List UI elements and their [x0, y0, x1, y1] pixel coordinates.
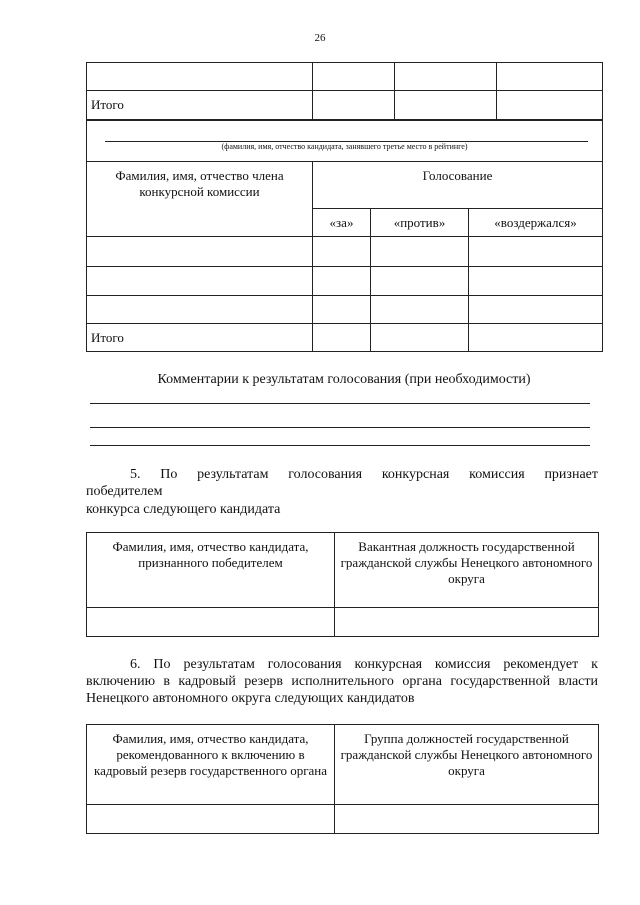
- caption-row: [87, 121, 603, 162]
- voting-header: Голосование: [313, 162, 603, 209]
- table-cell: [335, 805, 599, 834]
- table-cell: [469, 296, 603, 324]
- position-group-header: Группа должностей государственной гражданской службы Ненецкого автономного округа: [335, 725, 599, 805]
- table-cell: [87, 608, 335, 637]
- winner-name-header: Фамилия, имя, отчество кандидата, признанного победителем: [87, 533, 335, 608]
- table-cell: [313, 63, 395, 91]
- table-cell: [335, 608, 599, 637]
- header-row: [87, 162, 603, 209]
- table-row: [87, 237, 603, 267]
- table-cell: [313, 324, 371, 352]
- table-cell: [313, 237, 371, 267]
- table-cell: [371, 324, 469, 352]
- table-cell: [395, 63, 497, 91]
- table-cell: [469, 324, 603, 352]
- table-cell: [371, 237, 469, 267]
- table-cell: [87, 267, 313, 296]
- table-row: [87, 63, 603, 91]
- total-row: [87, 324, 603, 352]
- table-row: [87, 805, 599, 834]
- table-cell: [371, 267, 469, 296]
- total-row: [87, 91, 603, 120]
- table-row: [87, 267, 603, 296]
- reserve-candidate-header: Фамилия, имя, отчество кандидата, рекомендованного к включению в кадровый резерв государственного органа: [87, 725, 335, 805]
- table-cell: [497, 91, 603, 120]
- total-label: Итого: [87, 324, 313, 352]
- table-cell: [87, 296, 313, 324]
- table-cell: [313, 91, 395, 120]
- section5-text: конкурса следующего кандидата: [86, 502, 281, 517]
- table-row: [87, 296, 603, 324]
- table-cell: [87, 805, 335, 834]
- vote-against-header: «против»: [371, 209, 469, 237]
- table-cell: [497, 63, 603, 91]
- vote-abstain-header: «воздержался»: [469, 209, 603, 237]
- table-cell: [313, 267, 371, 296]
- table-row: [87, 608, 599, 637]
- member-name-header: Фамилия, имя, отчество члена конкурсной комиссии: [87, 162, 313, 237]
- comments-title: Комментарии к результатам голосования (при необходимости): [157, 372, 531, 387]
- table-cell: [469, 267, 603, 296]
- total-label: Итого: [87, 91, 313, 120]
- table-cell: [469, 237, 603, 267]
- comment-line: [90, 427, 590, 428]
- winner-table: [86, 532, 599, 637]
- section5-text: победителем: [86, 484, 163, 499]
- page-number: 26: [314, 32, 326, 44]
- section6-text: 6. По результатам голосования конкурсная комиссия рекомендует к включению в кадровый резерв исполнительного органа государственной власти Ненецкого автономного округа следующих кандидатов: [86, 657, 598, 706]
- table-cell: [87, 237, 313, 267]
- caption-text: (фамилия, имя, отчество кандидата, занявшего третье место в рейтинге): [221, 142, 468, 151]
- table-cell: [313, 296, 371, 324]
- vacant-position-header: Вакантная должность государственной гражданской службы Ненецкого автономного округа: [335, 533, 599, 608]
- table-cell: [87, 63, 313, 91]
- comment-line: [90, 403, 590, 404]
- vote-for-header: «за»: [313, 209, 371, 237]
- section5-text: 5. По результатам голосования конкурсная комиссия признает: [130, 467, 598, 482]
- comment-line: [90, 445, 590, 446]
- table-cell: [371, 296, 469, 324]
- reserve-table: [86, 724, 599, 834]
- previous-candidate-votes-table: [86, 62, 603, 120]
- header-row: [87, 533, 599, 608]
- caption-cell: [87, 121, 603, 162]
- third-place-votes-table: [86, 120, 603, 352]
- table-cell: [395, 91, 497, 120]
- header-row: [87, 725, 599, 805]
